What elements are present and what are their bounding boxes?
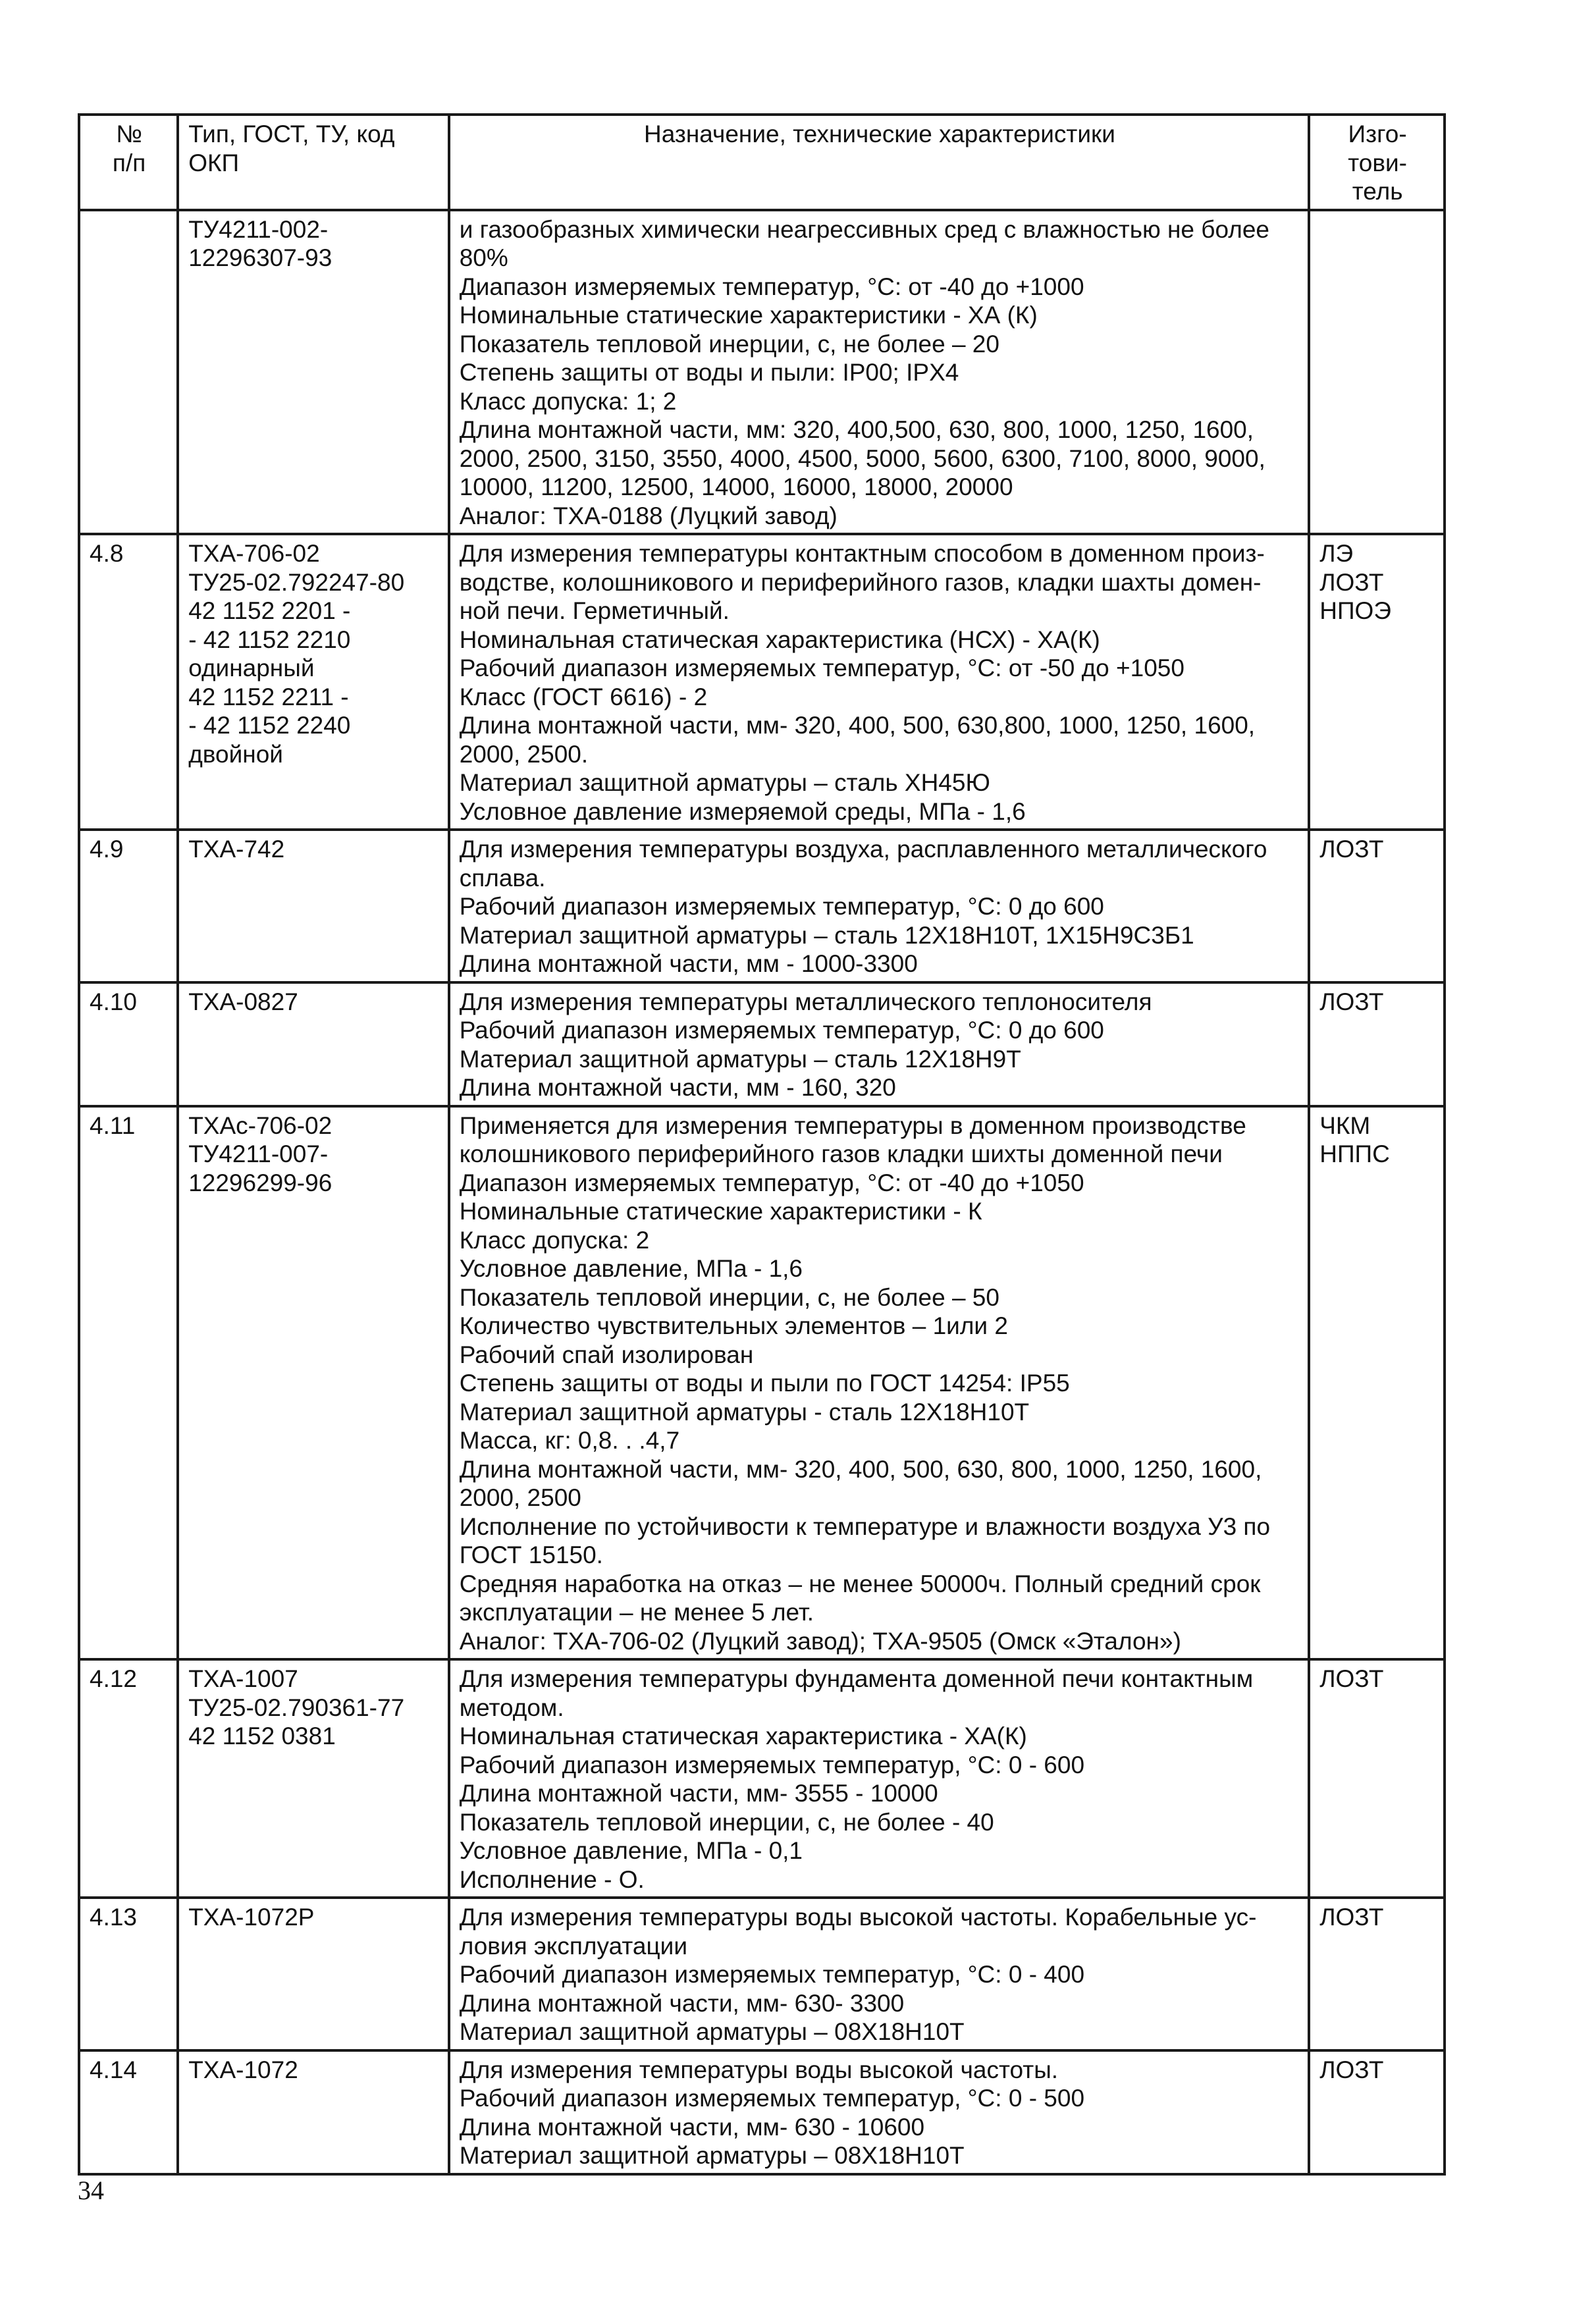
cell-type: [178, 210, 449, 535]
cell-desc-line: Материал защитной арматуры – сталь 12Х18Н10Т, 1Х15Н9С3Б1: [459, 921, 1194, 949]
cell-desc-line: ной печи. Герметичный.: [459, 597, 730, 624]
cell-desc-line: Для измерения температуры фундамента доменной печи контактным: [459, 1665, 1254, 1692]
cell-type-line: ТУ25-02.792247-80: [188, 568, 405, 596]
cell-desc-line: методом.: [459, 1694, 564, 1721]
cell-desc-line: Рабочий диапазон измеряемых температур, °С: 0 - 400: [459, 1961, 1085, 1988]
cell-num-value: 4.9: [90, 836, 124, 863]
cell-maker-line: ЛЭ: [1319, 540, 1354, 567]
cell-desc-line: водстве, колошникового и периферийного газов, кладки шахты домен-: [459, 568, 1262, 596]
cell-desc-line: Применяется для измерения температуры в доменном производстве: [459, 1111, 1246, 1139]
cell-desc-line: Номинальная статическая характеристика - ХА(К): [459, 1723, 1027, 1750]
cell-num-value: 4.10: [90, 988, 138, 1015]
cell-type: [178, 1898, 449, 2050]
cell-desc: [449, 982, 1310, 1106]
cell-num: [79, 2050, 178, 2174]
cell-maker: [1309, 830, 1445, 982]
cell-desc-line: Длина монтажной части, мм- 630- 3300: [459, 1989, 905, 2017]
cell-desc-line: 2000, 2500.: [459, 740, 589, 768]
cell-desc-line: Класс допуска: 1; 2: [459, 387, 677, 415]
table-row: [79, 1898, 1445, 2050]
cell-desc-line: Материал защитной арматуры – сталь 12Х18Н9Т: [459, 1045, 1021, 1073]
cell-num-value: 4.11: [90, 1111, 136, 1139]
cell-desc-line: Материал защитной арматуры – 08Х18Н10Т: [459, 2018, 965, 2045]
cell-desc-line: 10000, 11200, 12500, 14000, 16000, 18000, 20000: [459, 473, 1013, 500]
cell-desc-line: и газообразных химически неагрессивных сред с влажностью не более: [459, 215, 1269, 243]
cell-desc-line: Аналог: ТХА-706-02 (Луцкий завод); ТХА-9505 (Омск «Эталон»): [459, 1627, 1181, 1655]
cell-desc-line: Исполнение по устойчивости к температуре и влажности воздуха У3 по: [459, 1512, 1271, 1540]
cell-desc: [449, 830, 1310, 982]
table-row: [79, 1106, 1445, 1660]
page-number: 34: [78, 2176, 104, 2205]
cell-desc-line: Для измерения температуры контактным способом в доменном произ-: [459, 540, 1265, 567]
cell-desc-line: Показатель тепловой инерции, с, не более – 50: [459, 1283, 999, 1311]
cell-maker-line: НППС: [1319, 1140, 1390, 1167]
cell-maker-line: ЛОЗТ: [1319, 568, 1384, 596]
cell-maker: [1309, 534, 1445, 830]
cell-num: [79, 982, 178, 1106]
cell-type: [178, 2050, 449, 2174]
cell-type-line: ТХА-1072: [188, 2056, 298, 2083]
header-type: Тип, ГОСТ, ТУ, код ОКП: [178, 115, 449, 210]
document-page: [78, 113, 1446, 2176]
cell-num-value: 4.13: [90, 1904, 138, 1931]
cell-num: [79, 1898, 178, 2050]
cell-desc-line: Количество чувствительных элементов – 1или 2: [459, 1312, 1008, 1339]
cell-desc-line: Показатель тепловой инерции, с, не более - 40: [459, 1808, 994, 1836]
cell-desc-line: Длина монтажной части, мм - 160, 320: [459, 1074, 896, 1101]
cell-desc-line: Материал защитной арматуры – 08Х18Н10Т: [459, 2142, 965, 2169]
cell-desc-line: Номинальные статические характеристики - К: [459, 1198, 982, 1225]
cell-desc-line: Рабочий диапазон измеряемых температур, °С: 0 до 600: [459, 1017, 1104, 1044]
cell-desc-line: 2000, 2500, 3150, 3550, 4000, 4500, 5000, 5600, 6300, 7100, 8000, 9000,: [459, 444, 1265, 472]
cell-desc-line: Условное давление измеряемой среды, МПа - 1,6: [459, 797, 1026, 825]
cell-type: [178, 1659, 449, 1898]
cell-num-value: 4.12: [90, 1665, 138, 1692]
cell-desc-line: Для измерения температуры металлического теплоносителя: [459, 988, 1152, 1015]
cell-desc-line: Рабочий диапазон измеряемых температур, °С: от -50 до +1050: [459, 655, 1184, 681]
cell-num: [79, 534, 178, 830]
cell-type-line: ТУ25-02.790361-77: [188, 1694, 405, 1721]
cell-desc-line: Класс (ГОСТ 6616) - 2: [459, 683, 708, 710]
cell-type-line: ТХА-1072Р: [188, 1904, 315, 1931]
cell-desc-line: Степень защиты от воды и пыли по ГОСТ 14254: IP55: [459, 1370, 1070, 1397]
cell-type-line: 42 1152 2211 -: [188, 683, 349, 710]
table-row: [79, 1659, 1445, 1898]
cell-num: [79, 210, 178, 535]
cell-desc-line: Длина монтажной части, мм- 320, 400, 500, 630, 800, 1000, 1250, 1600,: [459, 1455, 1262, 1483]
table-header-row: [79, 115, 1445, 210]
cell-type-line: - 42 1152 2210: [188, 626, 351, 653]
cell-desc-line: Рабочий спай изолирован: [459, 1341, 754, 1368]
cell-desc-line: Для измерения температуры воды высокой частоты.: [459, 2056, 1059, 2083]
cell-type-line: двойной: [188, 740, 283, 768]
cell-desc-line: Рабочий диапазон измеряемых температур, °С: 0 до 600: [459, 893, 1104, 920]
header-maker: Изго- тови- тель: [1309, 115, 1445, 210]
cell-type: [178, 534, 449, 830]
cell-desc-line: Исполнение - О.: [459, 1865, 645, 1893]
cell-desc-line: Для измерения температуры воздуха, расплавленного металлического: [459, 836, 1267, 863]
cell-maker: [1309, 1898, 1445, 2050]
cell-desc-line: Диапазон измеряемых температур, °С: от -40 до +1050: [459, 1169, 1084, 1196]
cell-maker-line: ЛОЗТ: [1319, 836, 1384, 863]
cell-desc-line: колошникового периферийного газов кладки шихты доменной печи: [459, 1140, 1223, 1167]
cell-desc-line: Условное давление, МПа - 1,6: [459, 1255, 803, 1282]
cell-maker: [1309, 1106, 1445, 1660]
table-body: [79, 210, 1445, 2174]
cell-desc-line: Условное давление, МПа - 0,1: [459, 1837, 803, 1864]
cell-type-line: ТХА-0827: [188, 988, 298, 1015]
cell-desc-line: Масса, кг: 0,8. . .4,7: [459, 1427, 680, 1454]
cell-desc-line: Номинальная статическая характеристика (НСХ) - ХА(К): [459, 626, 1100, 653]
cell-type-line: 12296299-96: [188, 1169, 332, 1196]
cell-maker-line: ЧКМ: [1319, 1111, 1371, 1139]
header-num: № п/п: [79, 115, 178, 210]
cell-desc: [449, 1898, 1310, 2050]
cell-desc-line: Рабочий диапазон измеряемых температур, °С: 0 - 500: [459, 2085, 1085, 2112]
cell-desc-line: Степень защиты от воды и пыли: IP00; IPX4: [459, 359, 959, 386]
cell-maker-line: ЛОЗТ: [1319, 1665, 1384, 1692]
cell-desc-line: Номинальные статические характеристики - ХА (К): [459, 302, 1038, 329]
cell-num: [79, 1106, 178, 1660]
cell-desc-line: 80%: [459, 244, 508, 271]
table-row: [79, 830, 1445, 982]
cell-type: [178, 1106, 449, 1660]
cell-desc-line: ловия эксплуатации: [459, 1932, 688, 1960]
cell-desc: [449, 210, 1310, 535]
cell-maker-line: НПОЭ: [1319, 597, 1391, 624]
cell-type-line: ТХА-1007: [188, 1665, 298, 1692]
cell-num: [79, 1659, 178, 1898]
cell-desc-line: Показатель тепловой инерции, с, не более – 20: [459, 330, 999, 358]
cell-desc-line: Длина монтажной части, мм: 320, 400,500, 630, 800, 1000, 1250, 1600,: [459, 416, 1254, 443]
cell-type-line: ТХА-706-02: [188, 540, 320, 567]
cell-desc-line: Материал защитной арматуры - сталь 12Х18Н10Т: [459, 1398, 1030, 1426]
cell-maker-line: ЛОЗТ: [1319, 2056, 1384, 2083]
cell-desc-line: Средняя наработка на отказ – не менее 50000ч. Полный средний срок: [459, 1570, 1261, 1597]
cell-type-line: ТХА-742: [188, 836, 285, 863]
cell-type-line: одинарный: [188, 655, 315, 681]
cell-desc-line: Материал защитной арматуры – сталь ХН45Ю: [459, 769, 990, 796]
cell-num: [79, 830, 178, 982]
cell-desc-line: Длина монтажной части, мм- 320, 400, 500, 630,800, 1000, 1250, 1600,: [459, 712, 1256, 739]
cell-desc: [449, 2050, 1310, 2174]
cell-desc-line: Для измерения температуры воды высокой частоты. Корабельные ус-: [459, 1904, 1257, 1931]
cell-maker: [1309, 210, 1445, 535]
cell-type: [178, 982, 449, 1106]
cell-maker-line: ЛОЗТ: [1319, 988, 1384, 1015]
cell-desc-line: Аналог: ТХА-0188 (Луцкий завод): [459, 502, 838, 529]
cell-num-value: 4.14: [90, 2056, 138, 2083]
cell-desc-line: 2000, 2500: [459, 1484, 581, 1511]
cell-desc-line: Длина монтажной части, мм- 630 - 10600: [459, 2113, 925, 2141]
header-desc: Назначение, технические характеристики: [449, 115, 1310, 210]
cell-desc-line: ГОСТ 15150.: [459, 1541, 603, 1568]
cell-maker: [1309, 2050, 1445, 2174]
cell-num-value: 4.8: [90, 540, 124, 567]
cell-type: [178, 830, 449, 982]
cell-type-line: - 42 1152 2240: [188, 712, 351, 739]
cell-desc-line: сплава.: [459, 864, 546, 892]
cell-type-line: 12296307-93: [188, 244, 332, 271]
cell-desc-line: эксплуатации – не менее 5 лет.: [459, 1599, 814, 1626]
table-row: [79, 210, 1445, 535]
cell-type-line: 42 1152 2201 -: [188, 597, 351, 624]
cell-type-line: ТХАс-706-02: [188, 1111, 332, 1139]
table-row: [79, 982, 1445, 1106]
cell-desc-line: Длина монтажной части, мм - 1000-3300: [459, 950, 918, 977]
cell-desc: [449, 1106, 1310, 1660]
cell-desc-line: Класс допуска: 2: [459, 1226, 650, 1254]
cell-type-line: 42 1152 0381: [188, 1723, 336, 1750]
cell-desc-line: Диапазон измеряемых температур, °С: от -40 до +1000: [459, 273, 1084, 300]
cell-type-line: ТУ4211-007-: [188, 1140, 329, 1167]
specs-table: [78, 113, 1446, 2176]
cell-maker: [1309, 982, 1445, 1106]
cell-desc-line: Рабочий диапазон измеряемых температур, °С: 0 - 600: [459, 1751, 1085, 1778]
cell-desc: [449, 1659, 1310, 1898]
table-row: [79, 2050, 1445, 2174]
cell-maker-line: ЛОЗТ: [1319, 1904, 1384, 1931]
table-row: [79, 534, 1445, 830]
cell-desc-line: Длина монтажной части, мм- 3555 - 10000: [459, 1780, 938, 1807]
cell-maker: [1309, 1659, 1445, 1898]
cell-type-line: ТУ4211-002-: [188, 215, 329, 243]
cell-desc: [449, 534, 1310, 830]
